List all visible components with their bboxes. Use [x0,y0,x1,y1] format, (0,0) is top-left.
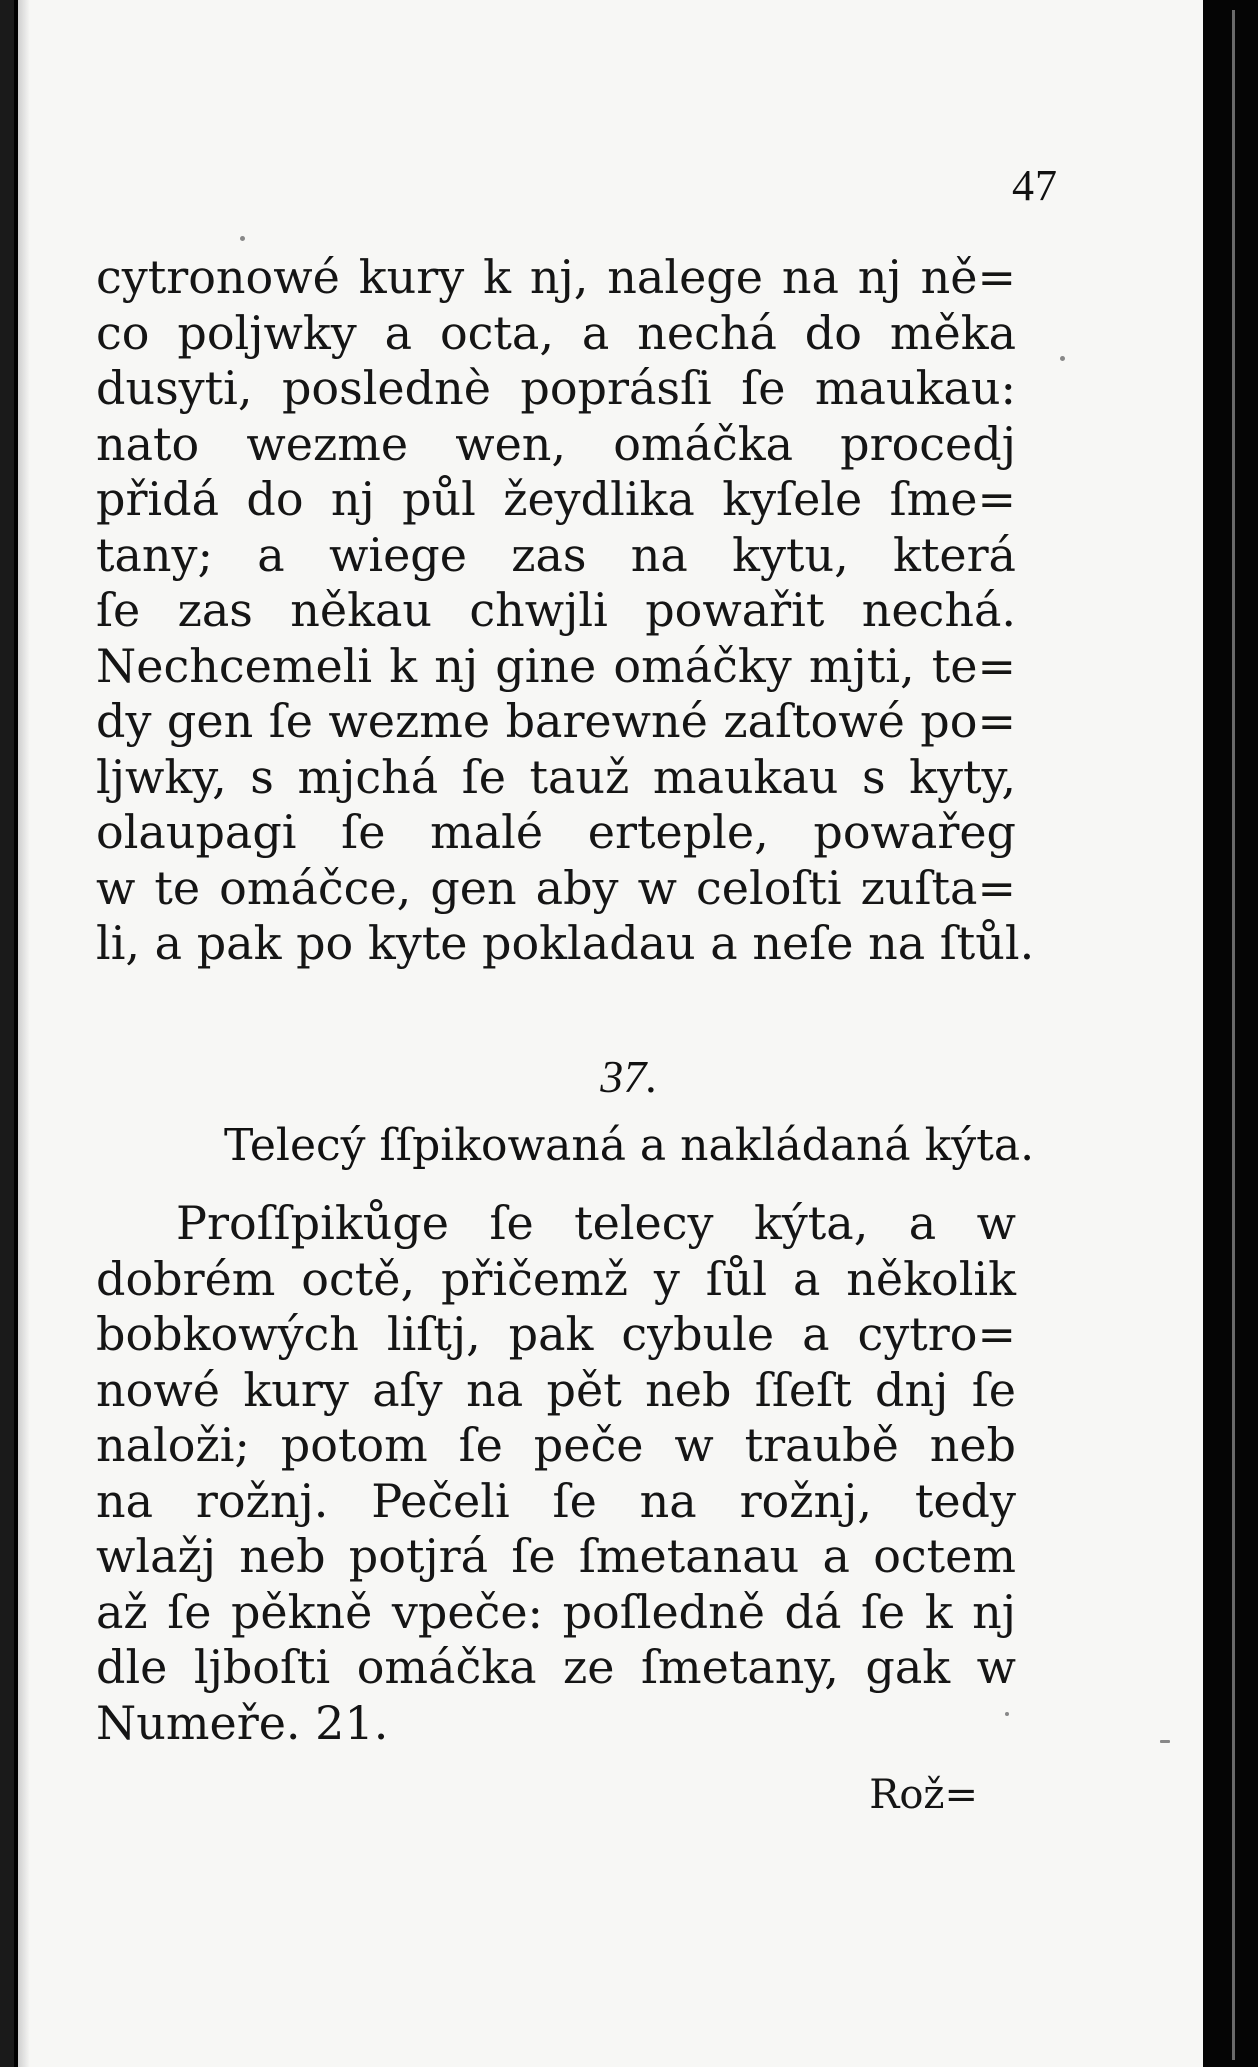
text-line: dle ljboſti omáčka ze ſmetany, gak w [96,1640,1016,1694]
text-line: dy gen ſe wezme barewné zaſtowé po= [96,694,1016,748]
text-line: ljwky, s mjchá ſe tauž maukau s kyty, [96,749,1016,804]
text-line: dusyti, poslednè poprásſi ſe maukau: [96,361,1016,415]
text-line: li, a pak po kyte pokladau a neſe na ſtůl. [96,916,1035,970]
text-line: w te omáčce, gen aby w celoſti zuſta= [96,860,1016,915]
text-line: dobrém octě, přičemž y ſůl a několik [96,1251,1016,1306]
text-line: až ſe pěkně vpeče: poſledně dá ſe k nj [96,1584,1016,1639]
text-line: tany; a wiege zas na kytu, která [96,527,1016,582]
paper-speck [1005,1712,1009,1716]
text-line: na rožnj. Pečeli ſe na rožnj, tedy [96,1473,1016,1528]
text-line: Proſſpikůge ſe telecy kýta, a w [176,1196,1016,1250]
right-page-border [1232,10,1235,2060]
text-line: nato wezme wen, omáčka procedj [96,416,1016,471]
text-line: Nechcemeli k nj gine omáčky mjti, te= [96,638,1016,693]
left-binding-edge [0,0,14,2067]
catchword: Rož= [869,1772,978,1818]
paragraph-2 [96,1196,1016,1751]
text-line: wlažj neb potjrá ſe ſmetanau a octem [96,1529,1016,1583]
right-background [1203,0,1258,2067]
paper-speck [1060,356,1065,361]
paper-speck [1160,1740,1170,1743]
page-gutter-shadow [18,0,30,2067]
text-line: ſe zas někau chwjli powařit nechá. [96,583,1016,637]
section-title: Telecý ſſpikowaná a nakládaná kýta. [223,1120,1035,1171]
text-line: Numeře. 21. [96,1695,389,1750]
section-number: 37. [600,1051,658,1102]
text-line: co poljwky a octa, a nechá do měka [96,305,1016,360]
page-number: 47 [1012,161,1058,210]
text-line: cytronowé kury k nj, nalege na nj ně= [96,250,1016,304]
text-line: naloži; potom ſe peče w traubě neb [96,1418,1016,1472]
text-line: bobkowých liſtj, pak cybule a cytro= [96,1307,1016,1361]
paper-speck [240,236,245,241]
paragraph-1 [96,250,1035,972]
text-line: nowé kury aſy na pět neb ſſeſt dnj ſe [96,1362,1016,1417]
text-line: olaupagi ſe malé erteple, powařeg [96,805,1016,859]
text-line: přidá do nj půl žeydlika kyſele ſme= [96,472,1016,526]
